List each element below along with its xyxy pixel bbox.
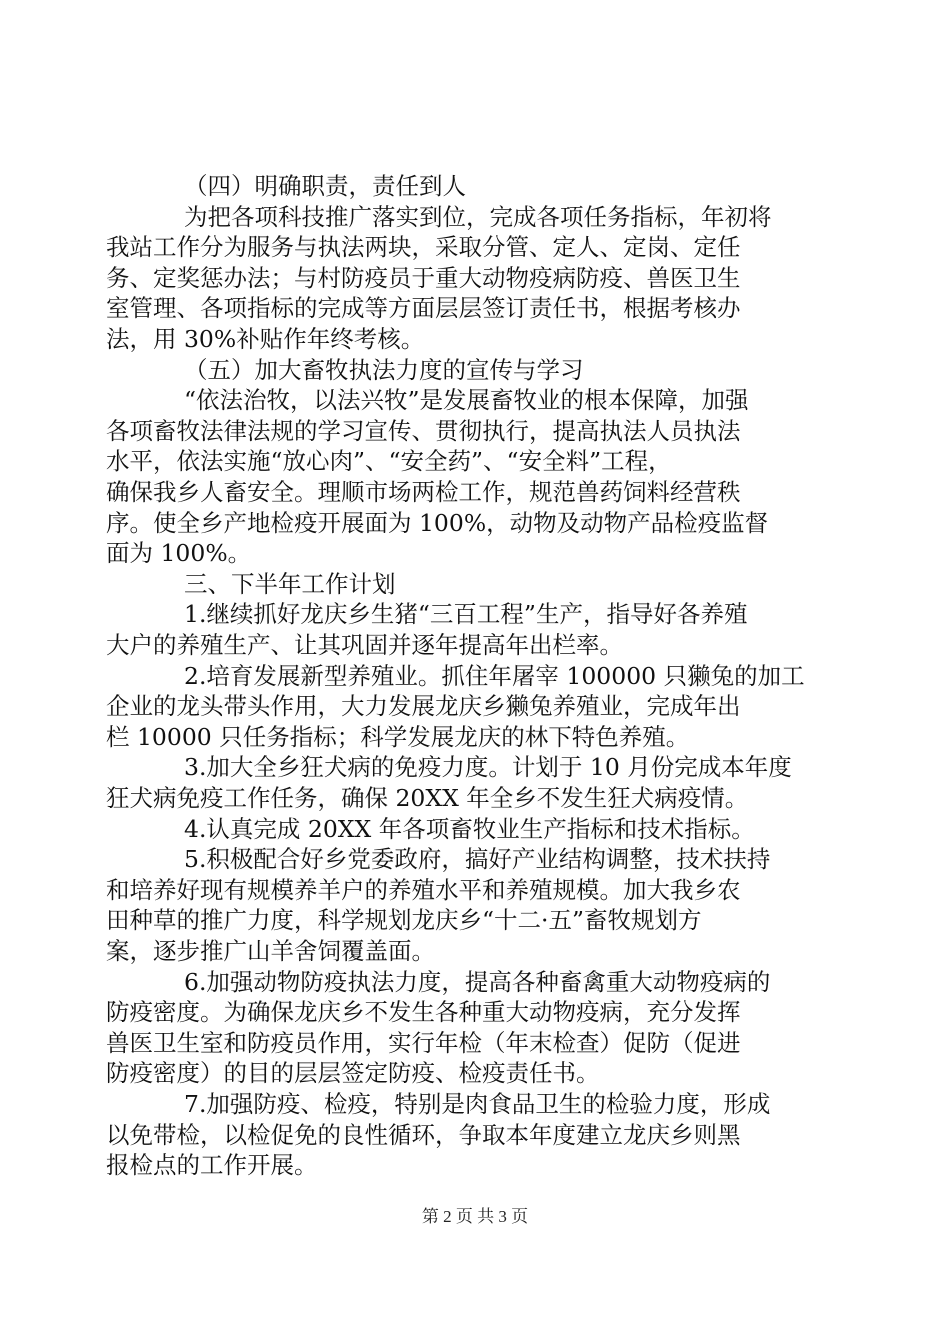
- paragraph-line: 法，用 30%补贴作年终考核。: [106, 325, 425, 353]
- list-item-line: 兽医卫生室和防疫员作用，实行年检（年末检查）促防（促进: [106, 1029, 741, 1057]
- list-item-line: 以免带检，以检促免的良性循环，争取本年度建立龙庆乡则黑: [106, 1121, 741, 1149]
- list-item-line: 和培养好现有规模养羊户的养殖水平和养殖规模。加大我乡农: [106, 876, 741, 904]
- list-item-line: 防疫密度。为确保龙庆乡不发生各种重大动物疫病，充分发挥: [106, 998, 741, 1026]
- list-item-line: 大户的养殖生产、让其巩固并逐年提高年出栏率。: [106, 631, 623, 659]
- list-item-line: 1.继续抓好龙庆乡生猪“三百工程”生产，指导好各养殖: [184, 600, 748, 628]
- list-item-line: 6.加强动物防疫执法力度，提高各种畜禽重大动物疫病的: [184, 968, 771, 996]
- paragraph-line: 为把各项科技推广落实到位，完成各项任务指标，年初将: [184, 203, 772, 231]
- paragraph-line: 务、定奖惩办法；与村防疫员于重大动物疫病防疫、兽医卫生: [106, 264, 741, 292]
- list-item-line: 栏 10000 只任务指标；科学发展龙庆的林下特色养殖。: [106, 723, 690, 751]
- list-item-line: 2.培育发展新型养殖业。抓住年屠宰 100000 只獭兔的加工: [184, 662, 805, 690]
- paragraph-line: 序。使全乡产地检疫开展面为 100%，动物及动物产品检疫监督: [106, 509, 769, 537]
- list-item-line: 5.积极配合好乡党委政府，搞好产业结构调整，技术扶持: [184, 845, 771, 873]
- list-item-line: 7.加强防疫、检疫，特别是肉食品卫生的检验力度，形成: [184, 1090, 771, 1118]
- list-item-line: 4.认真完成 20XX 年各项畜牧业生产指标和技术指标。: [184, 815, 755, 843]
- list-item-line: 防疫密度）的目的层层签定防疫、检疫责任书。: [106, 1059, 600, 1087]
- page-footer: 第 2 页 共 3 页: [421, 1207, 529, 1226]
- paragraph-line: 面为 100%。: [106, 539, 252, 567]
- list-item-line: 案，逐步推广山羊舍饲覆盖面。: [106, 937, 435, 965]
- section-heading-3: 三、下半年工作计划: [184, 570, 396, 598]
- list-item-line: 田种草的推广力度，科学规划龙庆乡“十二·五”畜牧规划方: [106, 906, 702, 934]
- section-heading-5: （五）加大畜牧执法力度的宣传与学习: [184, 356, 584, 384]
- paragraph-line: 我站工作分为服务与执法两块，采取分管、定人、定岗、定任: [106, 233, 741, 261]
- list-item-line: 狂犬病免疫工作任务，确保 20XX 年全乡不发生狂犬病疫情。: [106, 784, 749, 812]
- list-item-line-overflow: 报检点的工作开展。: [106, 1151, 318, 1179]
- section-heading-4: （四）明确职责，责任到人: [184, 172, 466, 200]
- paragraph-line: 各项畜牧法律法规的学习宣传、贯彻执行，提高执法人员执法: [106, 417, 741, 445]
- paragraph-line: 水平，依法实施“放心肉”、“安全药”、“安全料”工程，: [106, 447, 672, 475]
- list-item-line: 企业的龙头带头作用，大力发展龙庆乡獭兔养殖业，完成年出: [106, 692, 741, 720]
- list-item-line: 3.加大全乡狂犬病的免疫力度。计划于 10 月份完成本年度: [184, 753, 792, 781]
- paragraph-line: 室管理、各项指标的完成等方面层层签订责任书，根据考核办: [106, 294, 741, 322]
- paragraph-line: 确保我乡人畜安全。理顺市场两检工作，规范兽药饲料经营秩: [106, 478, 741, 506]
- paragraph-line: “依法治牧，以法兴牧”是发展畜牧业的根本保障，加强: [184, 386, 749, 414]
